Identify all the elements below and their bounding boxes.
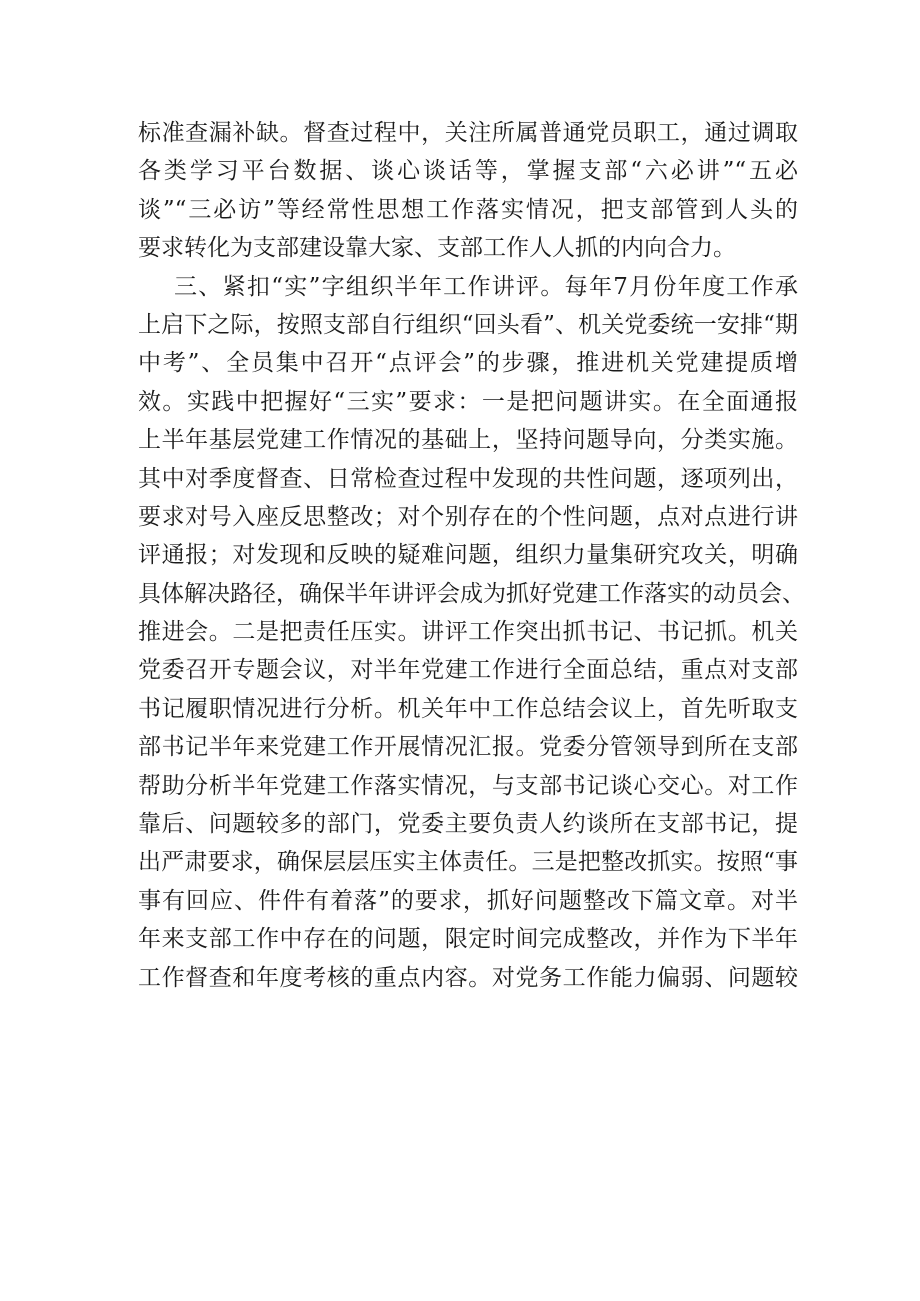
text-line: 评通报；对发现和反映的疑难问题，组织力量集研究攻关，明确 (138, 542, 798, 569)
paragraph-2 (138, 268, 805, 997)
body-text (138, 114, 805, 997)
text-line: 出严肃要求，确保层层压实主体责任。三是把整改抓实。按照“事 (138, 849, 798, 876)
text-line: 党委召开专题会议，对半年党建工作进行全面总结，重点对支部 (138, 657, 798, 684)
text-line: 部书记半年来党建工作开展情况汇报。党委分管领导到所在支部 (138, 734, 798, 761)
text-line: 标准查漏补缺。督查过程中，关注所属普通党员职工，通过调取 (138, 120, 798, 146)
text-line: 要求对号入座反思整改；对个别存在的个性问题，点对点进行讲 (138, 503, 798, 530)
text-line: 具体解决路径，确保半年讲评会成为抓好党建工作落实的动员会、 (138, 580, 805, 607)
text-line: 书记履职情况进行分析。机关年中工作总结会议上，首先听取支 (138, 695, 798, 722)
text-line: 中考”、全员集中召开“点评会”的步骤，推进机关党建提质增 (138, 350, 798, 377)
paragraph-1 (138, 114, 798, 268)
text-line: 三、紧扣“实”字组织半年工作讲评。每年7月份年度工作承 (174, 273, 798, 300)
text-line: 推进会。二是把责任压实。讲评工作突出抓书记、书记抓。机关 (138, 619, 798, 646)
text-line: 各类学习平台数据、谈心谈话等，掌握支部“六必讲”“五必 (138, 158, 798, 185)
text-line: 帮助分析半年党建工作落实情况，与支部书记谈心交心。对工作 (138, 772, 798, 799)
text-line: 其中对季度督查、日常检查过程中发现的共性问题，逐项列出， (138, 465, 798, 492)
text-line: 谈”“三必访”等经常性思想工作落实情况，把支部管到人头的 (138, 196, 798, 223)
text-line: 年来支部工作中存在的问题，限定时间完成整改，并作为下半年 (138, 926, 798, 953)
text-line: 事有回应、件件有着落”的要求，抓好问题整改下篇文章。对半 (138, 887, 798, 914)
text-line: 要求转化为支部建设靠大家、支部工作人人抓的内向合力。 (138, 235, 736, 262)
text-line: 上启下之际，按照支部自行组织“回头看”、机关党委统一安排“期 (138, 311, 798, 338)
text-line: 工作督查和年度考核的重点内容。对党务工作能力偏弱、问题较 (138, 964, 798, 991)
text-line: 靠后、问题较多的部门，党委主要负责人约谈所在支部书记，提 (138, 811, 798, 838)
text-line: 上半年基层党建工作情况的基础上，坚持问题导向，分类实施。 (138, 427, 798, 454)
text-line: 效。实践中把握好“三实”要求：一是把问题讲实。在全面通报 (138, 388, 798, 415)
